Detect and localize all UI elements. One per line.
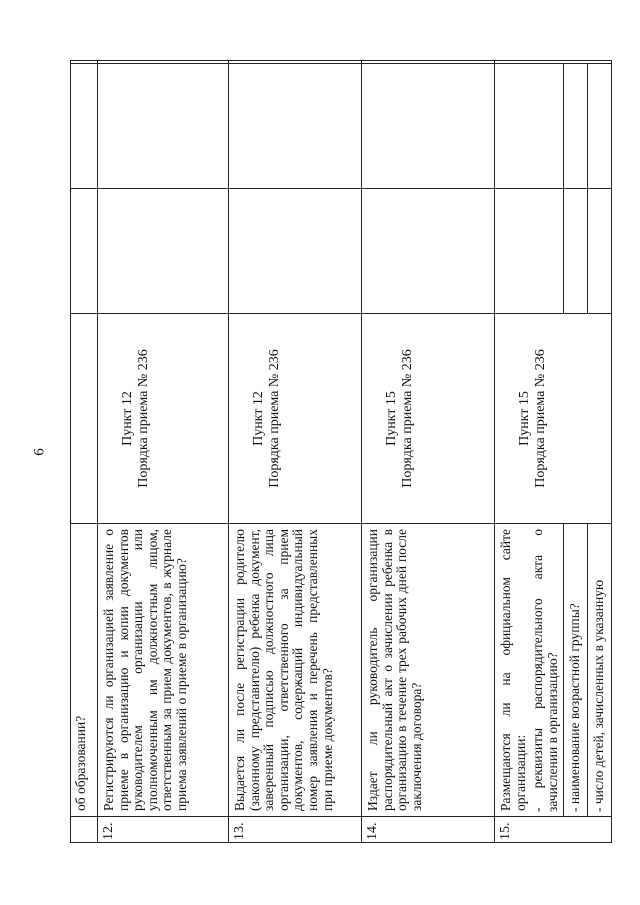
legal-reference: [362, 314, 416, 523]
reference-clause: Пункт 15: [517, 391, 532, 446]
sub-item: - число детей, зачисленных в указанную: [587, 524, 612, 817]
row-number: 13.: [232, 822, 247, 840]
notes-cell: [98, 60, 228, 64]
reference-document: Порядка приема № 236: [533, 349, 548, 488]
answer-cell-no: [229, 64, 361, 189]
answer-cell-yes: [495, 189, 612, 314]
answer-cell-yes: [229, 189, 361, 314]
legal-reference: [98, 314, 152, 523]
table-row: [98, 60, 229, 843]
question-text: Выдается ли после регистрации родителю (законному представителю) ребенка документ, заверенный подписью должностного лица организации, ответственного за прием документов, содержащий индивидуальный номер заявления и перечень представленных при приеме документов?: [232, 529, 335, 811]
reference-cell: [70, 314, 97, 524]
answer-cell-no: [362, 64, 494, 189]
answer-cell-yes: [70, 189, 97, 314]
answer-cell-no: [495, 64, 612, 189]
reference-cell: [362, 314, 494, 524]
question-cell: [70, 524, 97, 817]
reference-cell: [229, 314, 361, 524]
answer-cell-yes: [98, 189, 228, 314]
question-text: Размещаются ли на официальном сайте организации:: [498, 529, 528, 811]
notes-cell: [229, 60, 361, 64]
notes-cell: [70, 60, 97, 64]
row-number: 14.: [365, 822, 380, 840]
answer-cell-no: [98, 64, 228, 189]
reference-cell: [98, 314, 228, 524]
question-cell: [362, 524, 494, 817]
sub-row-divider: [587, 64, 588, 314]
row-number: 15.: [498, 822, 513, 840]
page-number: 6: [31, 448, 48, 456]
reference-cell: [495, 314, 612, 524]
reference-clause: Пункт 15: [384, 391, 399, 446]
reference-document: Порядка приема № 236: [400, 349, 415, 488]
table-row: [362, 60, 495, 843]
question-text: об образовании?: [73, 715, 88, 811]
question-cell: [229, 524, 361, 817]
answer-cell-no: [70, 64, 97, 189]
row-number-cell: [70, 817, 97, 843]
answer-cell-yes: [362, 189, 494, 314]
inspection-table: [70, 60, 612, 843]
sub-item: - наименование возрастной группы?: [563, 524, 587, 817]
reference-document: Порядка приема № 236: [136, 349, 151, 488]
reference-clause: Пункт 12: [120, 391, 135, 446]
question-cell: [98, 524, 228, 817]
reference-document: Порядка приема № 236: [267, 349, 282, 488]
table-row: [229, 60, 362, 843]
rotated-page: [70, 0, 640, 843]
question-text: Издает ли руководитель организации распорядительный акт о зачислении ребенка в организацию в течение трех рабочих дней после заключения договора?: [365, 529, 424, 811]
sub-row-divider: [563, 64, 564, 314]
question-text: Регистрируются ли организацией заявление о приеме в организацию и копии документов руководителем организации или уполномоченным им должностным лицом, ответственным за прием документов, в журнале приема заявлений о приеме в организацию?: [101, 529, 189, 811]
notes-cell: [362, 60, 494, 64]
legal-reference: [495, 314, 549, 523]
reference-clause: Пункт 12: [251, 391, 266, 446]
legal-reference: [229, 314, 283, 523]
sub-item: - реквизиты распорядительного акта о зачислении в организацию?: [530, 529, 560, 812]
table-row-continuation: [70, 60, 98, 843]
row-number: 12.: [101, 822, 116, 840]
notes-cell: [495, 60, 612, 64]
